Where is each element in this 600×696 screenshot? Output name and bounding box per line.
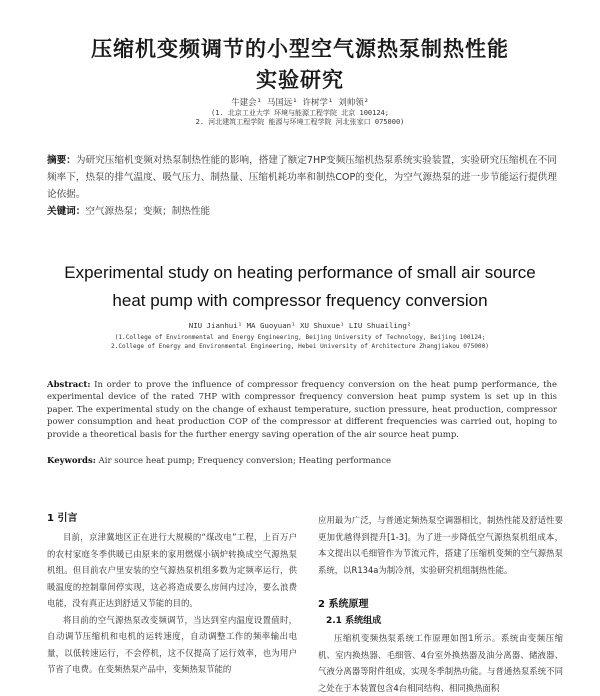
chinese-title xyxy=(40,34,560,96)
chinese-affiliation-2: 2. 河北建筑工程学院 能源与环境工程学院 河北张家口 075000) xyxy=(195,118,405,126)
section-1-heading: 1 引言 xyxy=(47,513,78,524)
english-keywords-text: Air source heat pump; Frequency conversion; Heating performance xyxy=(98,456,392,466)
body-right-column xyxy=(318,512,563,696)
english-affiliation-2: 2.College of Energy and Environmental Engineering, Hebei University of Architecture Zhangjiakou 075000) xyxy=(111,343,489,350)
chinese-keywords-text: 空气源热泵；变频；制热性能 xyxy=(85,206,211,217)
section-2-heading: 2 系统原理 xyxy=(318,599,369,610)
chinese-affiliation-1: (1. 北京工业大学 环境与能源工程学院 北京 100124; xyxy=(210,109,389,117)
body-left-column xyxy=(47,512,297,678)
english-abstract-label: Abstract: xyxy=(47,380,91,390)
chinese-keywords xyxy=(47,203,557,220)
english-title xyxy=(30,259,570,315)
chinese-title-line1: 压缩机变频调节的小型空气源热泵制热性能 xyxy=(91,37,509,61)
section-1-continuation: 应用最为广泛，与普通定频热泵空调器相比，制热性能及舒适性要更加优越得到提升[1-3]。为了进一步降低空气源热泵机组成本，本文提出以毛细管作为节流元件，搭建了压缩机变频的空气源热泵系统，以R134a为制冷剂，实验研究机组制热性能。 xyxy=(318,515,563,575)
chinese-abstract xyxy=(47,152,557,203)
chinese-abstract-text: 为研究压缩机变频对热泵制热性能的影响，搭建了额定7HP变频压缩机热泵系统实验装置，实验研究压缩机在不同频率下，热泵的排气温度、吸气压力、制热量、压缩机耗功率和制热COP的变化，为空气源热泵的进一步节能运行提供理论依据。 xyxy=(47,155,558,200)
section-2-1-paragraph: 压缩机变频热泵系统工作原理如图1所示。系统由变频压缩机、室内换热器、毛细管、4台室外换热器及油分离器、储液器、气液分离器等附件组成，实现冬季制热功能。与普通热泵系统不同之处在于本装置包含4台相同结构、相同换热面积 xyxy=(318,633,563,693)
chinese-authors: 牛建会¹ 马国远¹ 许树学¹ 刘帅领² xyxy=(231,98,369,108)
english-keywords-label: Keywords: xyxy=(47,456,96,466)
english-affiliation-1: (1.College of Environmental and Energy Engineering, Beijing University of Technology, Beijing 100124; xyxy=(114,334,486,341)
english-title-line2: heat pump with compressor frequency conversion xyxy=(112,291,488,310)
section-1-paragraph-2: 将目前的空气源热泵改变频调节，当达到室内温度设置值时，自动调节压缩机和电机的运转速度，自动调整工作的频率输出电量，以低转速运行，不会停机，这不仅提高了运行效率，也为用户节省了电费。在变频热泵产品中，变频热泵节能的 xyxy=(47,614,297,674)
chinese-abstract-label: 摘要： xyxy=(47,155,76,166)
english-authors: NIU Jianhui¹ MA Guoyuan¹ XU Shuxue¹ LIU Shuailing² xyxy=(188,321,412,330)
english-keywords xyxy=(47,455,557,467)
english-abstract-text: In order to prove the influence of compressor frequency conversion on the heat pump performance, the experimental device of the rated 7HP with compressor frequency conversion heat pump system is set up in this paper. The experimental study on the change of exhaust temperature, suction pressure, heat production, compressor power consumption and heat production COP of the compressor at different frequencies was carried out, hoping to provide a theoretical basis for the further energy saving operation of the air source heat pump. xyxy=(47,380,557,440)
chinese-keywords-label: 关键词： xyxy=(47,206,86,217)
section-1-paragraph-1: 目前，京津冀地区正在进行大规模的“煤改电”工程，上百万户的农村家庭冬季供暖已由原来的家用燃煤小锅炉转换成空气源热泵机组。但目前农户里安装的空气源热泵机组多数为定频率运行，供暖温度的控制靠间停实现，这必将造成要么房间内过冷，要么浪费电能，没有真正达到舒适又节能的目的。 xyxy=(47,532,297,608)
english-abstract xyxy=(47,379,557,441)
section-2-1-heading: 2.1 系统组成 xyxy=(326,616,382,626)
english-title-line1: Experimental study on heating performance of small air source xyxy=(64,263,536,282)
chinese-title-line2: 实验研究 xyxy=(256,68,344,92)
